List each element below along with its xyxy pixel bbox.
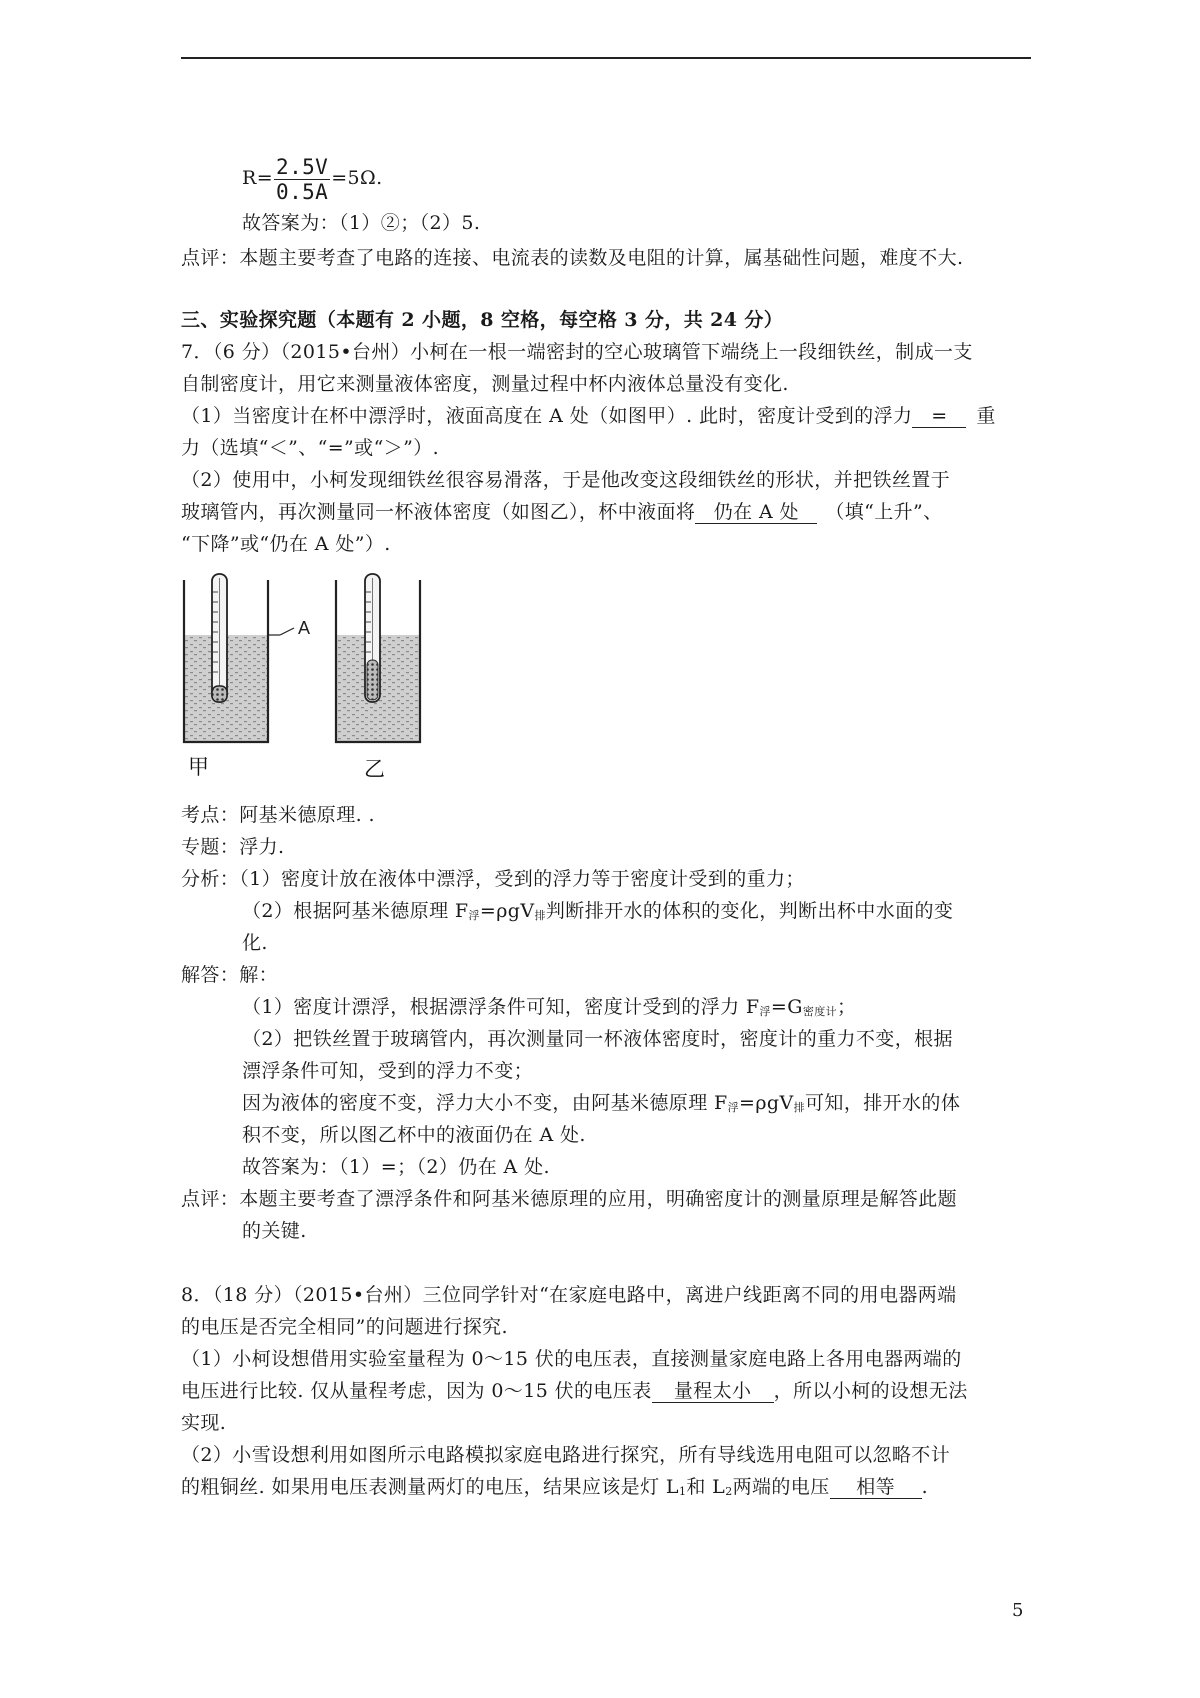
- fenxi2-text-c: 判断排开水的体积的变化，判断出杯中水面的变: [545, 900, 954, 922]
- j4-text-c: 可知，排开水的体: [805, 1092, 961, 1114]
- q7-line1: 7．（6 分）（2015•台州）小柯在一根一端密封的空心玻璃管下端绕上一段细铁丝，制成一支: [181, 341, 973, 363]
- q7-part2-answer-blank: 仍在 A 处: [695, 501, 817, 524]
- beaker-jia: [184, 574, 310, 742]
- fenxi2-sub-pai: 排: [534, 909, 546, 922]
- q7-part1-answer-blank: =: [912, 405, 966, 428]
- q7-part2-text-end: （填“上升”、: [825, 501, 943, 523]
- q8-part2-line1: （2）小雪设想利用如图所示电路模拟家庭电路进行探究，所有导线选用电阻可以忽略不计: [181, 1444, 951, 1466]
- formula-rhs: =5Ω.: [331, 167, 383, 189]
- q7-part1-text-end: 重: [976, 405, 996, 427]
- q7-part1-options: 力（选填“＜”、“=”或“＞”）.: [181, 437, 440, 459]
- q7-jieda-1: [242, 994, 856, 1025]
- q8-part2-answer-blank: 相等: [830, 1476, 922, 1499]
- j4-text-b: =ρgV: [739, 1092, 794, 1114]
- q8-part1-line2: [181, 1378, 968, 1404]
- j1-text-c: ；: [837, 996, 857, 1018]
- q8-part1-answer-blank: 量程太小: [652, 1380, 774, 1403]
- j4-sub-fu: 浮: [727, 1101, 740, 1114]
- q8-part2-text-d: .: [921, 1476, 929, 1498]
- q8-part1-text-end: ，所以小柯的设想无法: [773, 1380, 968, 1402]
- q7-jieda-4: [242, 1090, 960, 1121]
- q7-line2: 自制密度计，用它来测量液体密度，测量过程中杯内液体总量没有变化.: [181, 373, 789, 395]
- page-number: 5: [1012, 1600, 1024, 1621]
- q8-part2-line2: [181, 1474, 928, 1505]
- q7-kaodian: 考点：阿基米德原理. .: [181, 804, 375, 826]
- q6-answer: 故答案为：（1）②；（2）5.: [242, 212, 481, 234]
- j4-text-a: 因为液体的密度不变，浮力大小不变，由阿基米德原理 F: [242, 1092, 728, 1114]
- q7-part2-line2: [181, 499, 943, 525]
- fenxi2-sub-fu: 浮: [468, 909, 480, 922]
- q7-answer: 故答案为：（1）=；（2）仍在 A 处.: [242, 1156, 550, 1178]
- j1-sub-midujii: 密度计: [802, 1005, 838, 1018]
- j4-sub-pai: 排: [793, 1101, 806, 1114]
- beaker-yi: [336, 574, 420, 742]
- q7-part1-text: （1）当密度计在杯中漂浮时，液面高度在 A 处（如图甲）. 此时，密度计受到的浮力: [181, 405, 913, 427]
- q7-jieda-3: 漂浮条件可知，受到的浮力不变；: [242, 1060, 534, 1082]
- q7-jieda-5: 积不变，所以图乙杯中的液面仍在 A 处.: [242, 1124, 586, 1146]
- q7-part1: [181, 403, 996, 429]
- fenxi2-text-a: （2）根据阿基米德原理 F: [242, 900, 469, 922]
- formula-numerator: 2.5V: [276, 154, 329, 179]
- q7-part2-text: 玻璃管内，再次测量同一杯液体密度（如图乙），杯中液面将: [181, 501, 696, 523]
- q8-part2-text-c: 两端的电压: [732, 1476, 830, 1498]
- section-title: 三、实验探究题（本题有 2 小题，8 空格，每空格 3 分，共 24 分）: [181, 309, 784, 331]
- hydrometer-figure: [180, 572, 440, 782]
- header-rule: [181, 57, 1031, 59]
- j1-text-a: （1）密度计漂浮，根据漂浮条件可知，密度计受到的浮力 F: [242, 996, 760, 1018]
- hydrometer-diagram: [180, 572, 440, 782]
- q7-comment-2: 的关键.: [242, 1220, 307, 1242]
- q8-part1-line3: 实现.: [181, 1412, 227, 1434]
- q8-part2-text-b: 和 L: [686, 1476, 726, 1498]
- label-yi: 乙: [364, 757, 385, 781]
- q7-part2-line1: （2）使用中，小柯发现细铁丝很容易滑落，于是他改变这段细铁丝的形状，并把铁丝置于: [181, 469, 951, 491]
- q8-part1-line1: （1）小柯设想借用实验室量程为 0～15 伏的电压表，直接测量家庭电路上各用电器两端的: [181, 1348, 962, 1370]
- q7-zhuanti: 专题：浮力.: [181, 836, 285, 858]
- q8-part2-text-a: 的粗铜丝. 如果用电压表测量两灯的电压，结果应该是灯 L: [181, 1476, 679, 1498]
- fenxi2-text-b: =ρgV: [479, 900, 535, 922]
- label-jia: 甲: [188, 755, 209, 779]
- q7-fenxi-3: 化.: [242, 932, 268, 954]
- q7-jieda-2: （2）把铁丝置于玻璃管内，再次测量同一杯液体密度时，密度计的重力不变，根据: [242, 1028, 953, 1050]
- q7-jieda: 解答：解：: [181, 964, 279, 986]
- q8-line1: 8．（18 分）（2015•台州）三位同学针对“在家庭电路中，离进户线距离不同的用电器两端: [181, 1284, 957, 1306]
- formula-denominator: 0.5A: [276, 179, 329, 204]
- q8-sub-1: 1: [678, 1485, 687, 1498]
- formula-fraction: [274, 155, 330, 204]
- q8-line2: 的电压是否完全相同”的问题进行探究.: [181, 1316, 508, 1338]
- q8-part1-text: 电压进行比较. 仅从量程考虑，因为 0～15 伏的电压表: [181, 1380, 652, 1402]
- j1-text-b: =G: [770, 996, 803, 1018]
- q7-part2-options: “下降”或“仍在 A 处”）.: [181, 533, 391, 555]
- q7-comment-1: 点评：本题主要考查了漂浮条件和阿基米德原理的应用，明确密度计的测量原理是解答此题: [181, 1188, 958, 1210]
- j1-sub-fu: 浮: [759, 1005, 771, 1018]
- formula-lhs: R=: [242, 167, 274, 189]
- label-a: A: [298, 618, 311, 638]
- q8-sub-2: 2: [725, 1485, 733, 1498]
- q7-fenxi-1: 分析：（1）密度计放在液体中漂浮，受到的浮力等于密度计受到的重力；: [181, 868, 805, 890]
- resistance-formula: [242, 150, 383, 206]
- q6-comment: 点评：本题主要考查了电路的连接、电流表的读数及电阻的计算，属基础性问题，难度不大.: [181, 247, 964, 269]
- q7-fenxi-2: [242, 898, 953, 929]
